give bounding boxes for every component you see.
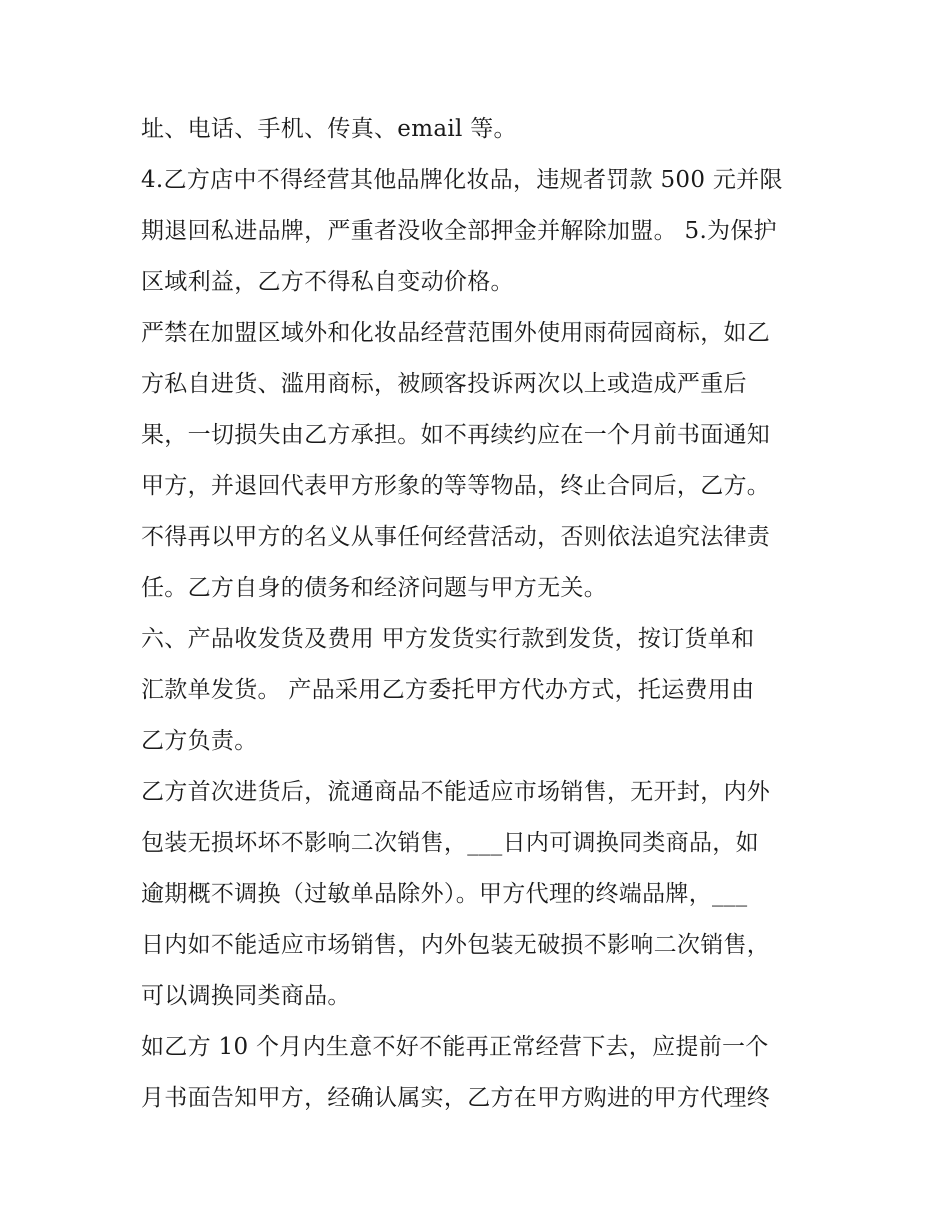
text-line: 4.乙方店中不得经营其他品牌化妆品，违规者罚款 500 元并限	[141, 167, 783, 193]
document-body	[141, 104, 821, 1124]
text-line: 甲方，并退回代表甲方形象的等等物品，终止合同后，乙方。	[141, 473, 771, 499]
text-line: 不得再以甲方的名义从事任何经营活动，否则依法追究法律责	[141, 524, 771, 550]
text-line: 月书面告知甲方，经确认属实，乙方在甲方购进的甲方代理终	[141, 1085, 771, 1111]
text-line: 区域利益，乙方不得私自变动价格。	[141, 269, 514, 295]
text-line: 日内如不能适应市场销售，内外包装无破损不影响二次销售，	[141, 932, 771, 958]
text-line: 逾期概不调换（过敏单品除外）。甲方代理的终端品牌，___	[141, 881, 748, 907]
text-line: 址、电话、手机、传真、email 等。	[141, 116, 517, 142]
text-line: 乙方负责。	[141, 728, 258, 754]
text-line: 六、产品收发货及费用 甲方发货实行款到发货，按订货单和	[141, 626, 755, 652]
text-line: 如乙方 10 个月内生意不好不能再正常经营下去，应提前一个	[141, 1034, 769, 1060]
text-line: 期退回私进品牌，严重者没收全部押金并解除加盟。 5.为保护	[141, 218, 777, 244]
text-line: 包装无损坏坏不影响二次销售，___日内可调换同类商品，如	[141, 830, 759, 856]
text-line: 严禁在加盟区域外和化妆品经营范围外使用雨荷园商标，如乙	[141, 320, 771, 346]
text-line: 果，一切损失由乙方承担。如不再续约应在一个月前书面通知	[141, 422, 771, 448]
text-line: 汇款单发货。 产品采用乙方委托甲方代办方式，托运费用由	[141, 677, 755, 703]
text-line: 方私自进货、滥用商标，被顾客投诉两次以上或造成严重后	[141, 371, 747, 397]
text-line: 任。乙方自身的债务和经济问题与甲方无关。	[141, 575, 607, 601]
text-line: 可以调换同类商品。	[141, 983, 351, 1009]
text-line: 乙方首次进货后，流通商品不能适应市场销售，无开封，内外	[141, 779, 771, 805]
